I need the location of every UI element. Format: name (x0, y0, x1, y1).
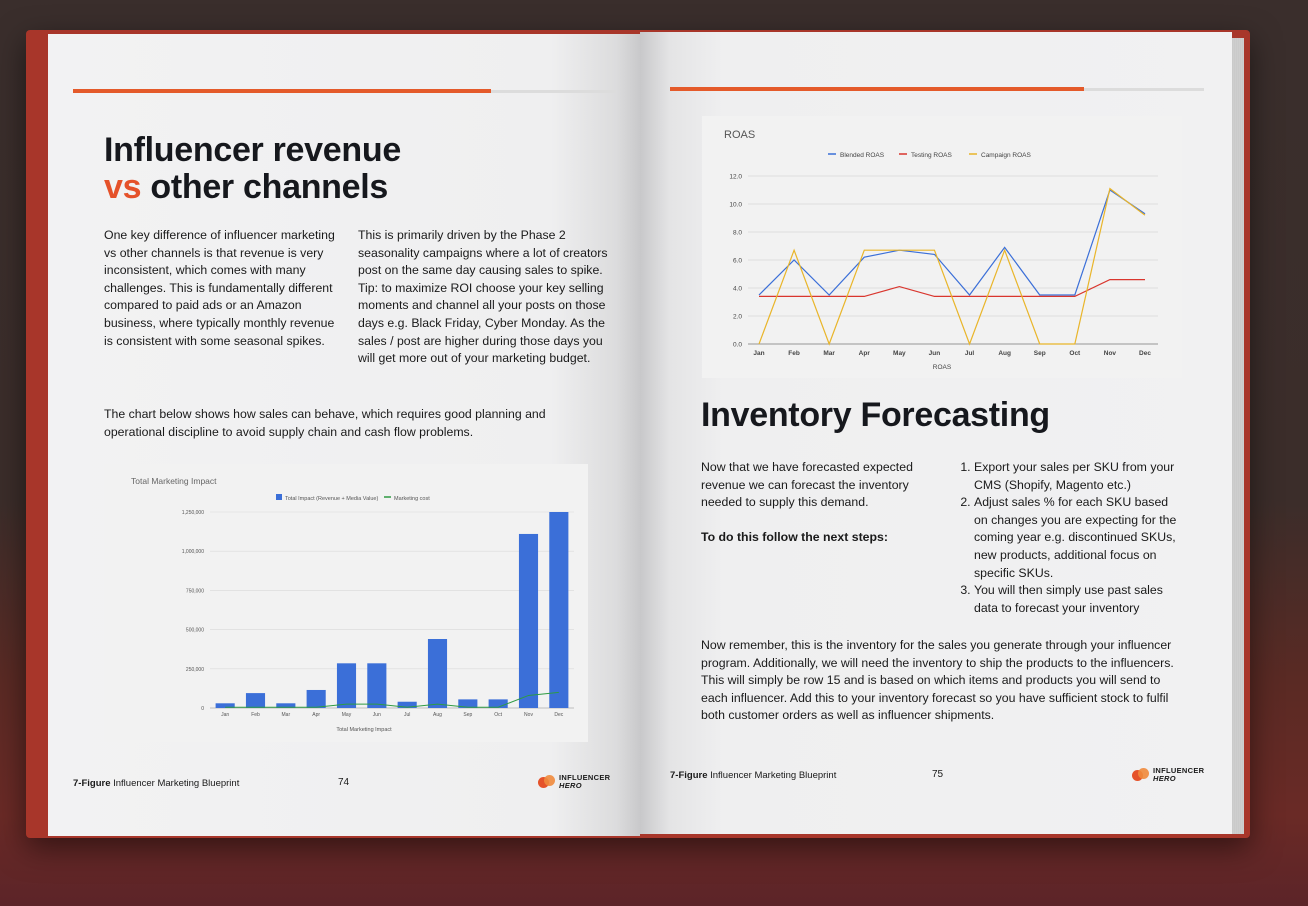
series-line-blended-roas (759, 190, 1145, 295)
steps-heading: To do this follow the next steps: (701, 530, 888, 544)
text-column-1: One key difference of influencer marketing vs other channels is that revenue is very inconsistent, which comes with many challenges. This is fundamentally different compared to paid ads or an Amazon business, where typically monthly revenue is consistent with some seasonal spikes. (104, 228, 335, 348)
bar (428, 639, 447, 708)
legend-label-cost: Marketing cost (394, 496, 430, 502)
x-tick-label: May (893, 350, 906, 357)
y-tick-label: 12.0 (729, 173, 742, 181)
text-column-2: This is primarily driven by the Phase 2 seasonality campaigns where a lot of creators post on the same day causing sales to spike. Tip: to maximize ROI choose your key selling moments and channel all your posts on those days e.g. Black Friday, Cyber Monday. As the sales / post are higher during those days you will get more out of your marketing budget. (358, 228, 608, 366)
bar (519, 534, 538, 708)
x-tick-label: Dec (554, 712, 564, 718)
footer-title (73, 778, 239, 789)
logo-line-2: HERO (559, 781, 582, 790)
logo-line-2: HERO (1153, 774, 1176, 783)
roas-chart-panel (702, 116, 1182, 378)
logo-line-1: INFLUENCER (1153, 766, 1205, 775)
x-tick-label: Oct (1069, 350, 1081, 357)
marketing-impact-chart (104, 464, 588, 742)
bar (367, 663, 386, 708)
y-tick-label: 750,000 (185, 588, 204, 595)
x-tick-label: Jul (403, 712, 411, 718)
step-item: 3. You will then simply use past sales data to forecast your inventory (974, 582, 1182, 617)
page-title (104, 132, 401, 206)
section-title: Inventory Forecasting (701, 396, 1050, 434)
x-tick-label: Jan (753, 350, 765, 357)
legend-label-blended: Blended ROAS (840, 152, 885, 159)
x-tick-label: Jun (372, 712, 381, 718)
closing-paragraph: Now remember, this is the inventory for the sales you generate through your influencer program. Additionally, we will need the inventory to ship the products to the influencers. This will simply be row 15 and is based on which items and products you will send to each influencer. Add this to your inventory forecast so you have sufficient stock to fulfil both customer orders as well as influencer shipments. (701, 638, 1174, 723)
y-tick-label: 250,000 (185, 666, 204, 673)
x-tick-label: Jan (221, 712, 230, 718)
y-tick-label: 0 (201, 706, 204, 712)
footer-title (670, 770, 836, 781)
legend-label-impact: Total Impact (Revenue + Media Value) (285, 496, 379, 502)
x-tick-label: Jul (964, 350, 975, 357)
header-rule-grey (1084, 88, 1204, 91)
series-line-campaign-roas (759, 189, 1145, 344)
x-axis-label: ROAS (932, 364, 952, 371)
x-tick-label: Apr (312, 712, 321, 718)
legend-label-testing: Testing ROAS (911, 152, 952, 159)
page-edges (1232, 38, 1244, 834)
page-number: 75 (932, 769, 944, 780)
influencer-hero-logo (1132, 767, 1204, 783)
x-tick-label: Sep (463, 712, 473, 718)
x-tick-label: Aug (433, 712, 442, 718)
step-item: 1. Export your sales per SKU from your CMS (Shopify, Magento etc.) (974, 459, 1182, 494)
y-tick-label: 4.0 (732, 285, 742, 293)
logo-wordmark (1153, 767, 1204, 783)
x-tick-label: Mar (281, 712, 291, 718)
y-tick-label: 500,000 (185, 627, 204, 634)
y-tick-label: 1,000,000 (181, 549, 204, 556)
bar (549, 512, 568, 708)
series-line-marketing-cost (225, 692, 559, 707)
header-rule-grey (491, 90, 616, 93)
x-tick-label: Feb (251, 712, 260, 718)
y-tick-label: 10.0 (729, 201, 742, 209)
x-tick-label: Feb (788, 350, 800, 357)
left-page (48, 34, 640, 836)
footer-text: Influencer Marketing Blueprint (110, 778, 240, 789)
title-line-1: Influencer revenue (104, 131, 401, 169)
header-rule (73, 89, 491, 93)
chart-title: Total Marketing Impact (131, 476, 217, 486)
y-tick-label: 6.0 (732, 257, 742, 265)
x-tick-label: Mar (823, 350, 835, 357)
bar (246, 693, 265, 708)
logo-icon (538, 775, 554, 789)
chart-title: ROAS (724, 129, 756, 141)
roas-chart (702, 116, 1182, 378)
logo-icon (1132, 768, 1148, 782)
y-tick-label: 8.0 (732, 229, 742, 237)
title-rest: other channels (141, 168, 389, 206)
title-line-2 (104, 169, 401, 206)
logo-wordmark (559, 774, 610, 790)
footer-text: Influencer Marketing Blueprint (707, 770, 837, 781)
y-tick-label: 0.0 (732, 341, 742, 349)
marketing-impact-chart-panel (104, 464, 588, 742)
chart-legend (276, 494, 430, 502)
x-tick-label: Sep (1033, 350, 1046, 357)
title-accent: vs (104, 168, 142, 206)
footer-bold: 7-Figure (73, 778, 111, 789)
page-number: 74 (338, 777, 350, 788)
x-tick-label: Nov (1103, 350, 1117, 357)
y-tick-label: 2.0 (732, 313, 742, 321)
footer-bold: 7-Figure (670, 770, 708, 781)
x-tick-label: Nov (524, 712, 533, 718)
x-tick-label: Oct (494, 712, 503, 718)
chart-legend (828, 152, 1032, 159)
legend-label-campaign: Campaign ROAS (981, 152, 1031, 159)
chart-intro-paragraph: The chart below shows how sales can behave, which requires good planning and operational discipline to avoid supply chain and cash flow problems. (104, 407, 546, 439)
y-tick-label: 1,250,000 (181, 510, 204, 516)
legend-swatch-impact (276, 494, 282, 500)
x-tick-label: Aug (998, 350, 1011, 357)
intro-paragraph: Now that we have forecasted expected revenue we can forecast the inventory needed to supply this demand. (701, 460, 913, 510)
x-tick-label: Jun (928, 350, 941, 357)
x-axis-label: Total Marketing Impact (336, 727, 392, 733)
header-rule (670, 87, 1084, 91)
logo-line-1: INFLUENCER (559, 773, 611, 782)
x-tick-label: Apr (858, 350, 870, 357)
bar (307, 690, 326, 708)
x-tick-label: Dec (1139, 350, 1151, 357)
step-item: 2. Adjust sales % for each SKU based on changes you are expecting for the coming year e.g. discontinued SKUs, new products, additional focus on specific SKUs. (974, 494, 1182, 582)
steps-list (962, 459, 1182, 617)
bar (337, 663, 356, 708)
influencer-hero-logo (538, 774, 610, 790)
x-tick-label: May (341, 712, 352, 718)
right-page (640, 32, 1232, 834)
